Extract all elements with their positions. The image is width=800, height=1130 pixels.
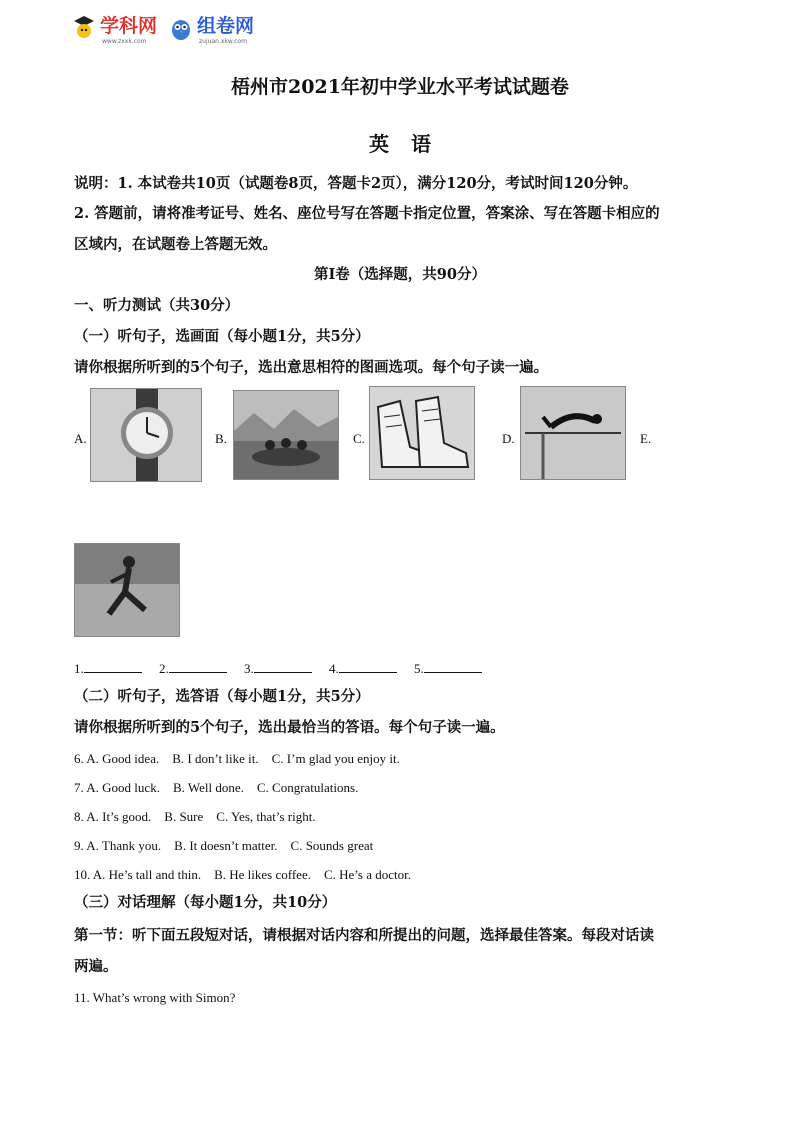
logo-zujuan-url: zujuan.xkw.com xyxy=(199,38,247,45)
option-label-a: A. xyxy=(74,431,87,446)
option-label-b: B. xyxy=(215,431,227,446)
sub3-heading: （三）对话理解（每小题1分，共10分） xyxy=(74,894,337,911)
option-image-b xyxy=(233,390,339,480)
option-image-e xyxy=(74,543,180,637)
sneakers-icon xyxy=(370,387,474,479)
answer-blanks xyxy=(74,660,496,678)
blank-1[interactable]: 1. xyxy=(74,661,142,676)
option-image-a xyxy=(90,388,202,482)
blank-5[interactable]: 5. xyxy=(414,661,482,676)
owl-mascot-icon xyxy=(169,13,193,43)
sub1-heading: （一）听句子，选画面（每小题1分，共5分） xyxy=(74,328,370,345)
blank-4[interactable]: 4. xyxy=(329,661,397,676)
mortarboard-mascot-icon xyxy=(72,13,96,43)
sub3-section-line-2: 两遍。 xyxy=(74,958,118,975)
part1-heading: 第Ⅰ卷（选择题，共90分） xyxy=(314,266,486,283)
instruction-line-2: 2. 答题前，请将准考证号、姓名、座位号写在答题卡指定位置，答案涂、写在答题卡相应的 xyxy=(74,205,660,222)
sub3-section-line-1: 第一节：听下面五段短对话，请根据对话内容和所提出的问题，选择最佳答案。每段对话读 xyxy=(74,927,654,944)
logo-xueke: 学科网 xyxy=(100,15,158,37)
question-8: 8. A. It’s good. B. Sure C. Yes, that’s right. xyxy=(74,809,316,824)
sub2-instruction: 请你根据所听到的5个句子，选出最恰当的答语。每个句子读一遍。 xyxy=(74,719,505,736)
page-title: 梧州市2021年初中学业水平考试试题卷 xyxy=(231,76,569,98)
option-image-d xyxy=(520,386,626,480)
logo-zujuan: 组卷网 xyxy=(197,15,255,37)
logo-xueke-url: www.zxxk.com xyxy=(102,38,147,45)
question-11: 11. What’s wrong with Simon? xyxy=(74,990,236,1005)
question-6: 6. A. Good idea. B. I don’t like it. C. I’m glad you enjoy it. xyxy=(74,751,400,766)
option-image-c xyxy=(369,386,475,480)
instruction-line-1: 说明：1. 本试卷共10页（试题卷8页，答题卡2页），满分120分，考试时间120分钟。 xyxy=(74,175,638,192)
header-logos xyxy=(72,10,254,46)
question-9: 9. A. Thank you. B. It doesn’t matter. C. Sounds great xyxy=(74,838,374,853)
sub2-heading: （二）听句子，选答语（每小题1分，共5分） xyxy=(74,688,370,705)
blank-3[interactable]: 3. xyxy=(244,661,312,676)
sub1-instruction: 请你根据所听到的5个句子，选出意思相符的图画选项。每个句子读一遍。 xyxy=(74,359,549,376)
option-label-d: D. xyxy=(502,431,515,446)
running-athlete-icon xyxy=(75,544,179,636)
option-label-c: C. xyxy=(353,431,365,446)
instruction-line-3: 区域内，在试题卷上答题无效。 xyxy=(74,236,277,253)
question-10: 10. A. He’s tall and thin. B. He likes coffee. C. He’s a doctor. xyxy=(74,867,411,882)
question-7: 7. A. Good luck. B. Well done. C. Congratulations. xyxy=(74,780,359,795)
subject-title: 英语 xyxy=(369,132,453,156)
option-label-e: E. xyxy=(640,431,652,446)
people-in-boat-icon xyxy=(234,391,338,479)
high-jump-icon xyxy=(521,387,625,479)
section1-heading: 一、听力测试（共30分） xyxy=(74,297,240,314)
blank-2[interactable]: 2. xyxy=(159,661,227,676)
wristwatch-icon xyxy=(91,389,201,481)
